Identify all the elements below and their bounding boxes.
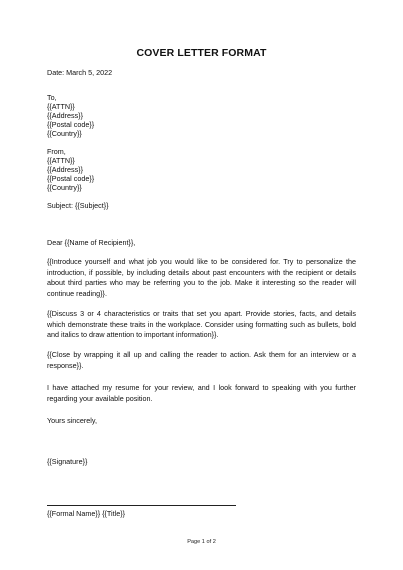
from-country: {{Country}} <box>47 183 82 192</box>
body-paragraph-characteristics: {{Discuss 3 or 4 characteristics or traits that set you apart. Provide stories, facts, and details which demonstrate these traits in the workplace. Consider using formatting such as bullets, bold and italics to draw attention to important information}}. <box>47 309 356 339</box>
to-attn: {{ATTN}} <box>47 102 75 111</box>
formal-name-title: {{Formal Name}} {{Title}} <box>47 509 126 518</box>
to-label: To, <box>47 93 57 102</box>
from-postal-code: {{Postal code}} <box>47 174 95 183</box>
subject-line: Subject: {{Subject}} <box>47 201 109 210</box>
greeting: Dear {{Name of Recipient}}, <box>47 238 136 247</box>
signature-line <box>47 505 236 506</box>
document-title: COVER LETTER FORMAT <box>136 47 267 59</box>
page-number: Page 1 of 2 <box>187 539 216 545</box>
from-address: {{Address}} <box>47 165 83 174</box>
to-postal-code: {{Postal code}} <box>47 120 95 129</box>
date-line: Date: March 5, 2022 <box>47 68 113 77</box>
from-label: From, <box>47 147 66 156</box>
to-country: {{Country}} <box>47 129 82 138</box>
body-paragraph-resume: I have attached my resume for your review, and I look forward to speaking with you further regarding your available position. <box>47 383 356 403</box>
body-paragraph-introduction: {{Introduce yourself and what job you would like to be considered for. Try to personalize the introduction, if possible, by including details about past encounters with the recipient or details about third parties who may be referring you to the job. Make it interesting so the reader will continue reading}}. <box>47 257 356 298</box>
to-address: {{Address}} <box>47 111 83 120</box>
closing-salutation: Yours sincerely, <box>47 416 97 425</box>
body-paragraph-closing: {{Close by wrapping it all up and calling the reader to action. Ask them for an interview or a response}}. <box>47 350 356 370</box>
signature-placeholder: {{Signature}} <box>47 457 88 466</box>
from-attn: {{ATTN}} <box>47 156 75 165</box>
